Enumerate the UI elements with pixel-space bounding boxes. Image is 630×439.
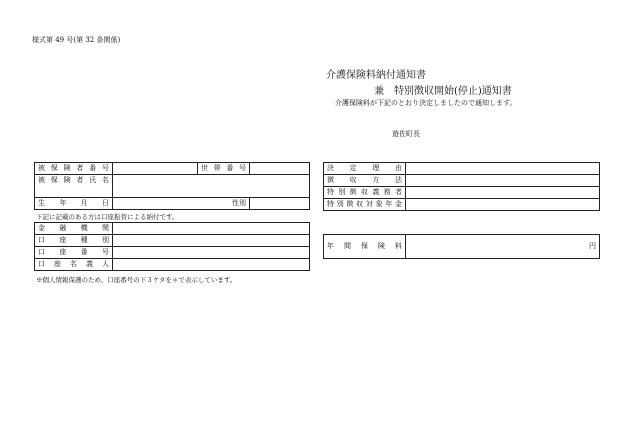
- table-row: [35, 235, 310, 247]
- collection-info-table: [323, 162, 600, 211]
- table-row: [35, 259, 310, 271]
- document-subtitle: 兼 特別徴収開始(停止)通知書: [374, 86, 512, 97]
- table-row: [324, 199, 600, 211]
- decision-reason-field[interactable]: [406, 163, 600, 175]
- insured-name-label: 被保険者氏名: [35, 175, 113, 198]
- table-row: [324, 235, 600, 259]
- account-type-label: 口座種別: [35, 235, 113, 247]
- table-row: [324, 163, 600, 175]
- issuer-name: 遊佐町長: [392, 130, 420, 138]
- special-pension-field[interactable]: [406, 199, 600, 211]
- yen-unit: 円: [589, 242, 596, 250]
- insured-person-table: [34, 162, 310, 210]
- gender-label: 性別: [232, 199, 246, 207]
- household-number-label: 世帯番号: [198, 163, 250, 175]
- account-type-field[interactable]: [113, 235, 310, 247]
- annual-premium-field[interactable]: [406, 235, 600, 259]
- annual-premium-table: [323, 234, 600, 259]
- account-number-field[interactable]: [113, 247, 310, 259]
- insured-name-field[interactable]: [113, 175, 310, 198]
- household-number-field[interactable]: [250, 163, 310, 175]
- document-title: 介護保険料納付通知書: [326, 70, 426, 81]
- gender-field[interactable]: [250, 198, 310, 210]
- table-row: [35, 223, 310, 235]
- birth-date-field[interactable]: [113, 198, 250, 210]
- account-number-label: 口座番号: [35, 247, 113, 259]
- collection-method-label: 徴収方法: [324, 175, 406, 187]
- birth-label-part: 生: [38, 199, 45, 207]
- birth-label-part: 日: [101, 199, 109, 207]
- table-row: [35, 163, 310, 175]
- privacy-note: ※個人情報保護のため、口座番号の下３ケタを＊で表示しています。: [36, 276, 237, 284]
- birth-label-part: 月: [80, 199, 88, 207]
- decision-reason-label: 決定理由: [324, 163, 406, 175]
- special-collector-label: 特別徴収義務者: [324, 187, 406, 199]
- table-row: [35, 175, 310, 198]
- insured-number-label: 被保険者番号: [35, 163, 113, 175]
- table-row: [35, 247, 310, 259]
- table-row: [35, 198, 310, 210]
- table-row: [324, 175, 600, 187]
- special-collector-field[interactable]: [406, 187, 600, 199]
- bank-account-table: [34, 222, 310, 271]
- insured-number-field[interactable]: [113, 163, 198, 175]
- account-holder-field[interactable]: [113, 259, 310, 271]
- institution-field[interactable]: [113, 223, 310, 235]
- annual-premium-label: 年間保険料: [324, 235, 406, 259]
- account-holder-label: 口座名義人: [35, 259, 113, 271]
- form-number: 様式第 49 号(第 32 条関係): [32, 36, 121, 44]
- institution-label: 金融機関: [35, 223, 113, 235]
- birth-label-part: 年: [59, 199, 67, 207]
- payment-note: 下記に記載のある方は口座振替による納付です。: [36, 213, 179, 221]
- table-row: [324, 187, 600, 199]
- birth-date-label: [35, 198, 113, 210]
- notice-text: 介護保険料が下記のとおり決定しましたので通知します。: [335, 99, 517, 107]
- special-pension-label: 特別徴収対象年金: [324, 199, 406, 211]
- collection-method-field[interactable]: [406, 175, 600, 187]
